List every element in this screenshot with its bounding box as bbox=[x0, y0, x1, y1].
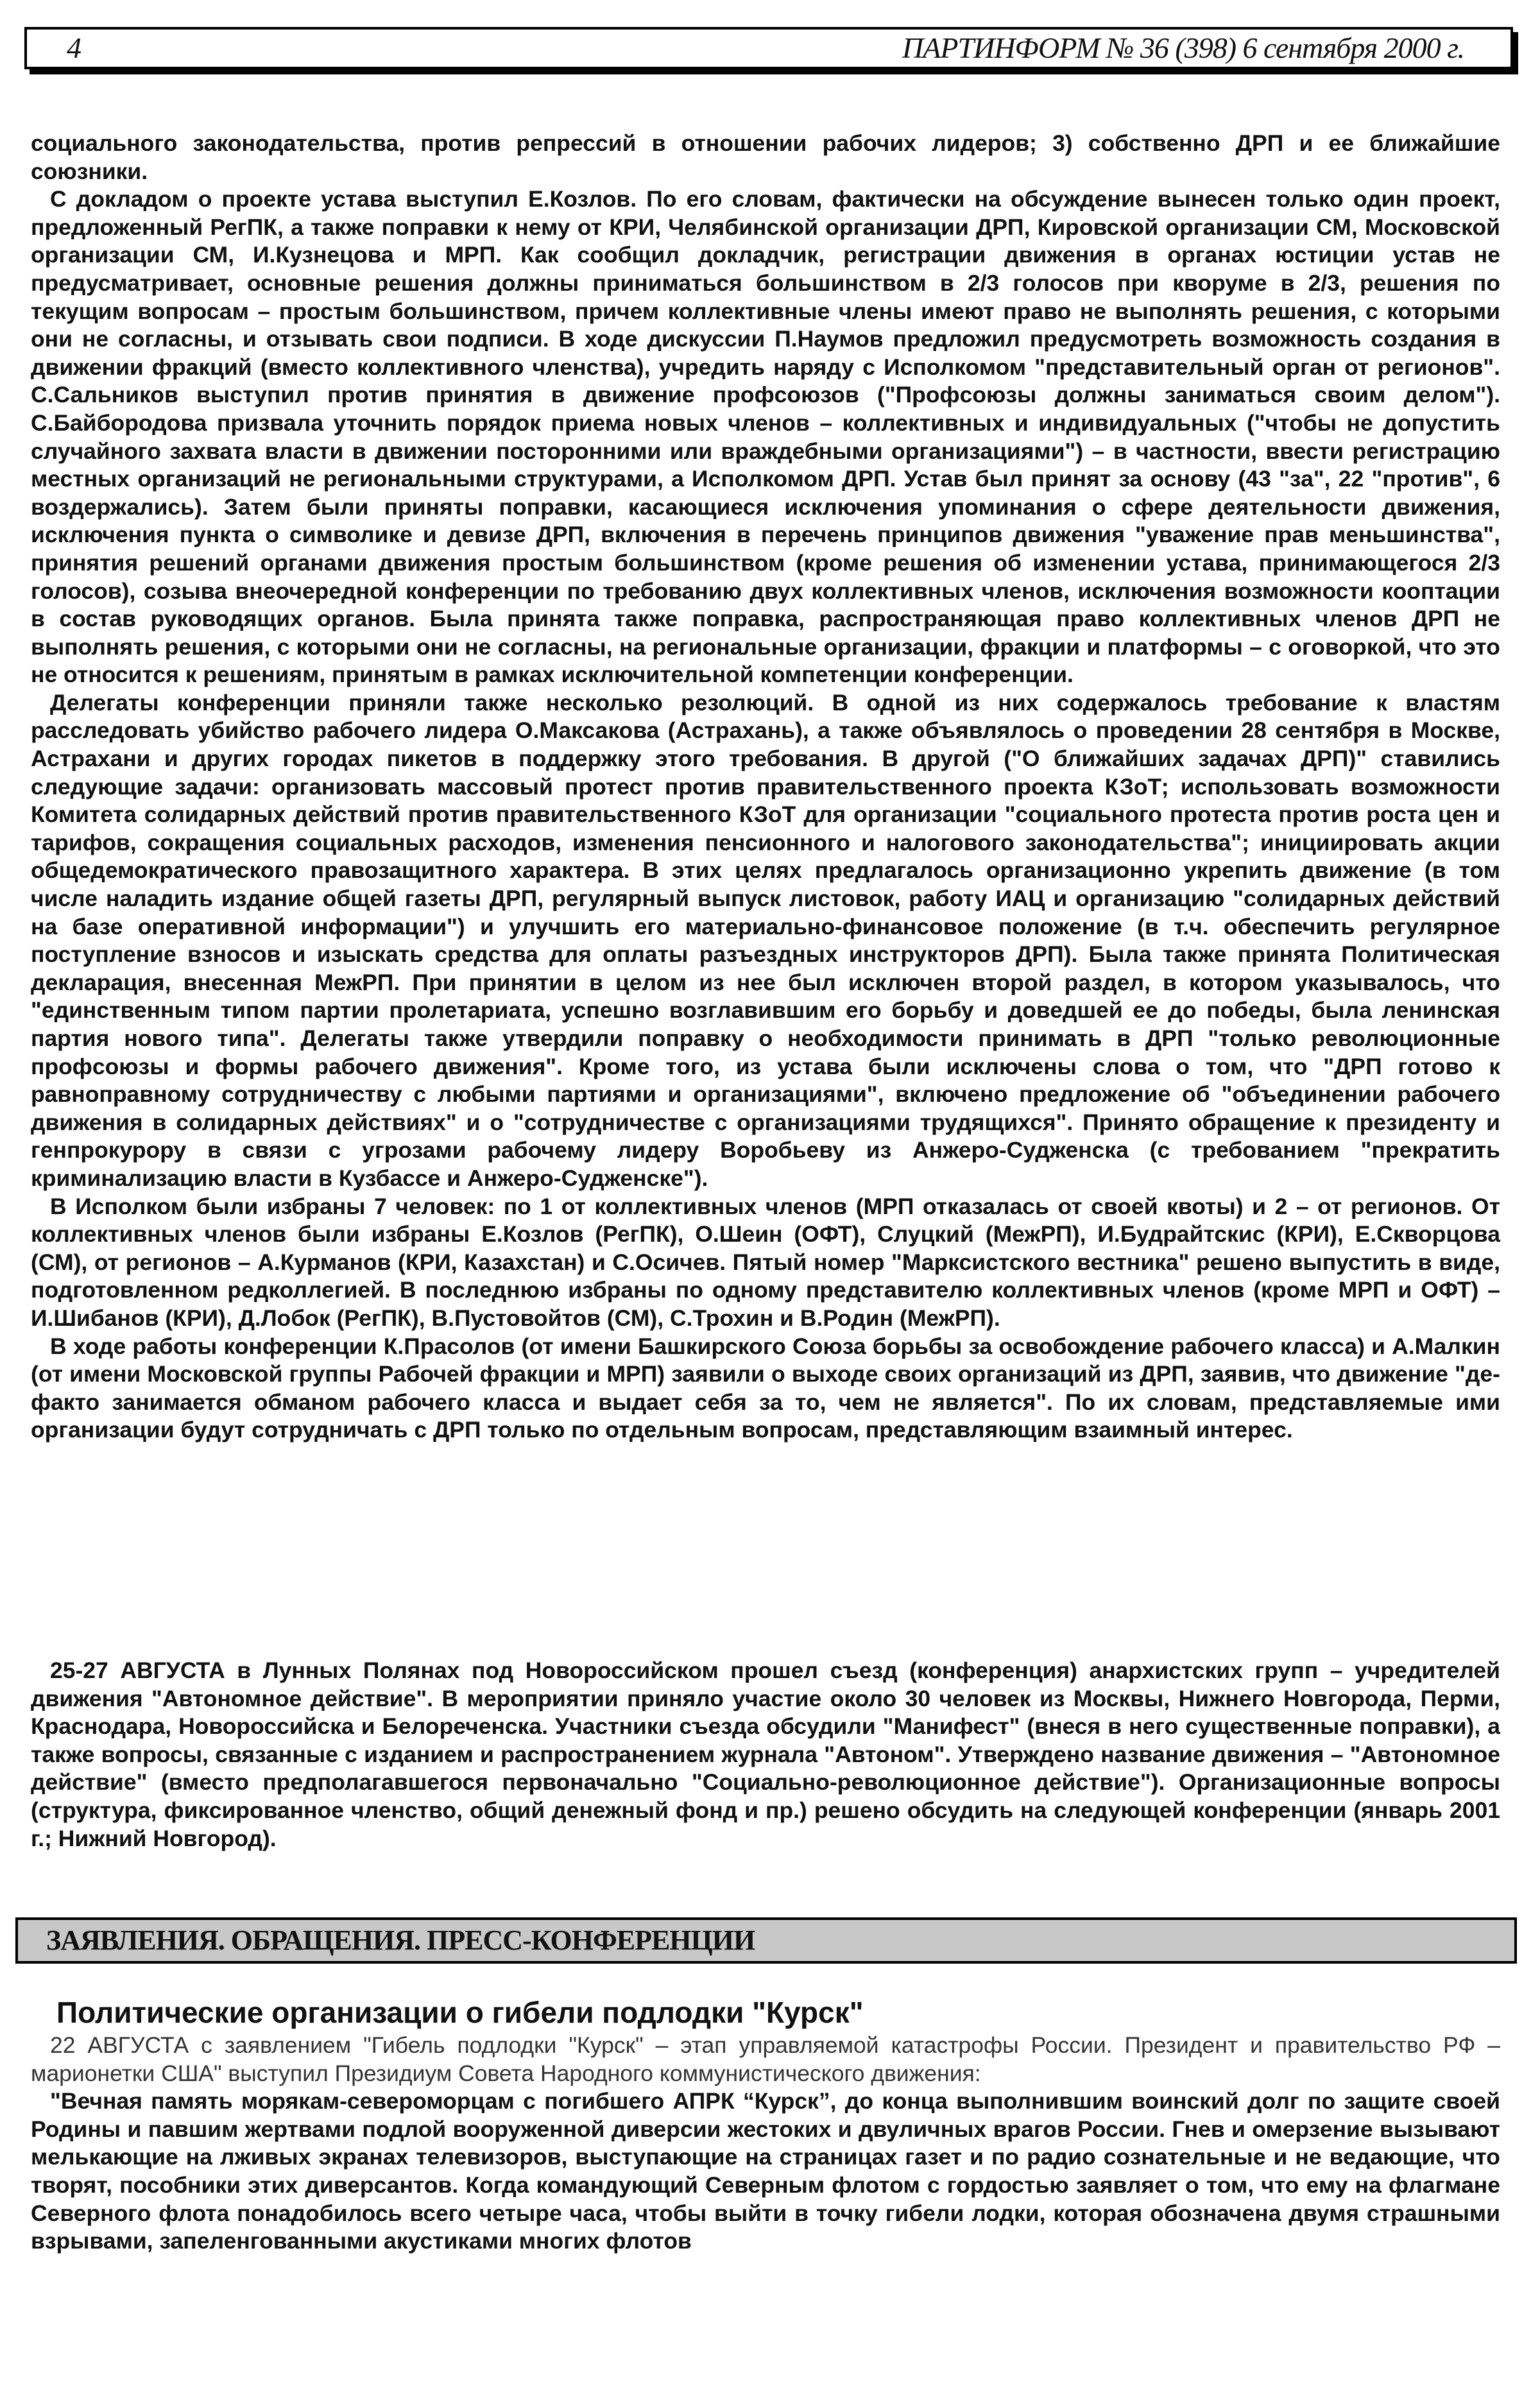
quote-paragraph: "Вечная память морякам-североморцам с погибшего АПРК “Курск”, до конца выполнившим воинский долг по защите своей Родины и павшим жертвами подлой вооруженной диверсии жестоких и двуличных врагов России. Гнев и омерзение вызывают мелькающие на лживых экранах телевизоров, выступающие на страницах газет и по радио сознательные и не ведающие, что творят, пособники этих диверсантов. Когда командующий Северным флотом с гордостью заявляет о том, что ему на флагмане Северного флота понадобилось всего четыре часа, чтобы выйти в точку гибели лодки, которая обозначена двумя страшными взрывами, запеленгованными акустиками многих флотов bbox=[31, 2088, 1500, 2254]
paragraph: 25-27 АВГУСТА в Лунных Полянах под Новороссийском прошел съезд (конференция) анархистских групп – учредителей движения "Автономное действие". В мероприятии приняло участие около 30 человек из Москвы, Нижнего Новгорода, Перми, Краснодара, Новороссийска и Белореченска. Участники съезда обсудили "Манифест" (внеся в него существенные поправки), а также вопросы, связанные с изданием и распространением журнала "Автоном". Утверждено название движения – "Автономное действие" (вместо предполагавшегося первоначально "Социально-революционное действие"). Организационные вопросы (структура, фиксированное членство, общий денежный фонд и пр.) решено обсудить на следующей конференции (январь 2001 г.; Нижний Новгород). bbox=[31, 1658, 1500, 1851]
paragraph: Делегаты конференции приняли также несколько резолюций. В одной из них содержалось требование к властям расследовать убийство рабочего лидера О.Максакова (Астрахань), а также объявлялось о проведении 28 сентября в Москве, Астрахани и других городах пикетов в поддержку этого требования. В другой ("О ближайших задачах ДРП)" ставились следующие задачи: организовать массовый протест против правительственного проекта КЗоТ; использовать возможности Комитета солидарных действий против правительственного КЗоТ для организации "социального протеста против роста цен и тарифов, сокращения социальных расходов, изменения пенсионного и налогового законодательства"; инициировать акции общедемократического правозащитного характера. В этих целях предлагалось организационно укрепить движение (в том числе наладить издание общей газеты ДРП, регулярный выпуск листовок, работу ИАЦ и организацию "солидарных действий на базе оперативной информации") и улучшить его материально-финансовое положение (в т.ч. обеспечить регулярное поступление взносов и изыскать средства для оплаты разъездных инструкторов ДРП). Была также принята Политическая декларация, внесенная МежРП. При принятии в целом из нее был исключен второй раздел, в котором указывалось, что "единственным типом партии пролетариата, успешно возглавившим его борьбу и доведшей ее до победы, была ленинская партия нового типа". Делегаты также утвердили поправку о необходимости принимать в ДРП "только революционные профсоюзы и формы рабочего движения". Кроме того, из устава были исключены слова о том, что "ДРП готово к равноправному сотрудничеству с любыми партиями и организациями", включено предложение об "объединении рабочего движения в солидарных действиях" и о "сотрудничестве с организациями трудящихся". Принято обращение к президенту и генпрокурору в связи с угрозами рабочему лидеру Воробьеву из Анжеро-Судженска (с требованием "прекратить криминализацию власти в Кузбассе и Анжеро-Судженске"). bbox=[31, 689, 1500, 1191]
publication-title: ПАРТИНФОРМ № 36 (398) 6 сентября 2000 г. bbox=[902, 31, 1464, 64]
section-bar bbox=[15, 1917, 1517, 1964]
page-header bbox=[24, 27, 1513, 69]
paragraph: В ходе работы конференции К.Прасолов (от имени Башкирского Союза борьбы за освобождение рабочего класса) и А.Малкин (от имени Московской группы Рабочей фракции и МРП) заявили о выходе своих организаций из ДРП, заявив, что движение "де-факто занимается обманом рабочего класса и выдает себя за то, чем не является". По их словам, представляемые ими организации будут сотрудничать с ДРП только по отдельным вопросам, представляющим взаимный интерес. bbox=[31, 1333, 1500, 1443]
paragraph: социального законодательства, против репрессий в отношении рабочих лидеров; 3) собственно ДРП и ее ближайшие союзники. bbox=[31, 130, 1500, 184]
section-title: ЗАЯВЛЕНИЯ. ОБРАЩЕНИЯ. ПРЕСС-КОНФЕРЕНЦИИ bbox=[46, 1924, 755, 1956]
article-heading: Политические организации о гибели подлодки "Курск" bbox=[56, 1996, 864, 2029]
intro-paragraph: 22 АВГУСТА с заявлением "Гибель подлодки "Курск" – этап управляемой катастрофы России. Президент и правительство РФ – марионетки США" выступил Президиум Совета Народного коммунистического движения: bbox=[31, 2032, 1500, 2086]
page-number: 4 bbox=[67, 31, 81, 64]
article-kursk bbox=[31, 2032, 1500, 2256]
article-drp-conference bbox=[31, 130, 1500, 1444]
paragraph: С докладом о проекте устава выступил Е.Козлов. По его словам, фактически на обсуждение вынесен только один проект, предложенный РегПК, а также поправки к нему от КРИ, Челябинской организации ДРП, Кировской организации СМ, Московской организации СМ, И.Кузнецова и МРП. Как сообщил докладчик, регистрации движения в органах юстиции устав не предусматривает, основные решения должны приниматься большинством в 2/3 голосов при кворуме в 2/3, решения по текущим вопросам – простым большинством, причем коллективные члены имеют право не выполнять решения, с которыми они не согласны, и отзывать свои подписи. В ходе дискуссии П.Наумов предложил предусмотреть возможность создания в движении фракций (вместо коллективного членства), учредить наряду с Исполкомом "представительный орган от регионов". С.Сальников выступил против принятия в движение профсоюзов ("Профсоюзы должны заниматься своим делом"). С.Байбородова призвала уточнить порядок приема новых членов – коллективных и индивидуальных ("чтобы не допустить случайного захвата власти в движении посторонними или враждебными организациями") – в частности, ввести регистрацию местных организаций не региональными структурами, а Исполкомом ДРП. Устав был принят за основу (43 "за", 22 "против", 6 воздержались). Затем были приняты поправки, касающиеся исключения упоминания о сфере деятельности движения, исключения пункта о символике и девизе ДРП, включения в перечень принципов движения "уважение прав меньшинства", принятия решений органами движения простым большинством (кроме решения об изменении устава, принимающегося 2/3 голосов), созыва внеочередной конференции по требованию двух коллективных членов, исключения возможности кооптации в состав руководящих органов. Была принята также поправка, распространяющая право коллективных членов ДРП не выполнять решения, с которыми они не согласны, на региональные организации, фракции и платформы – с оговоркой, что это не относится к решениям, принятым в рамках исключительной компетенции конференции. bbox=[31, 186, 1500, 688]
article-autonomous-action bbox=[31, 1657, 1500, 1853]
paragraph: В Исполком были избраны 7 человек: по 1 от коллективных членов (МРП отказалась от своей квоты) и 2 – от регионов. От коллективных членов были избраны Е.Козлов (РегПК), О.Шеин (ОФТ), Слуцкий (МежРП), И.Будрайтскис (КРИ), Е.Скворцова (СМ), от регионов – А.Курманов (КРИ, Казахстан) и С.Осичев. Пятый номер "Марксистского вестника" решено выпустить в виде, подготовленном редколлегией. В последнюю избраны по одному представителю коллективных членов (кроме МРП и ОФТ) – И.Шибанов (КРИ), Д.Лобок (РегПК), В.Пустовойтов (СМ), С.Трохин и В.Родин (МежРП). bbox=[31, 1193, 1500, 1331]
